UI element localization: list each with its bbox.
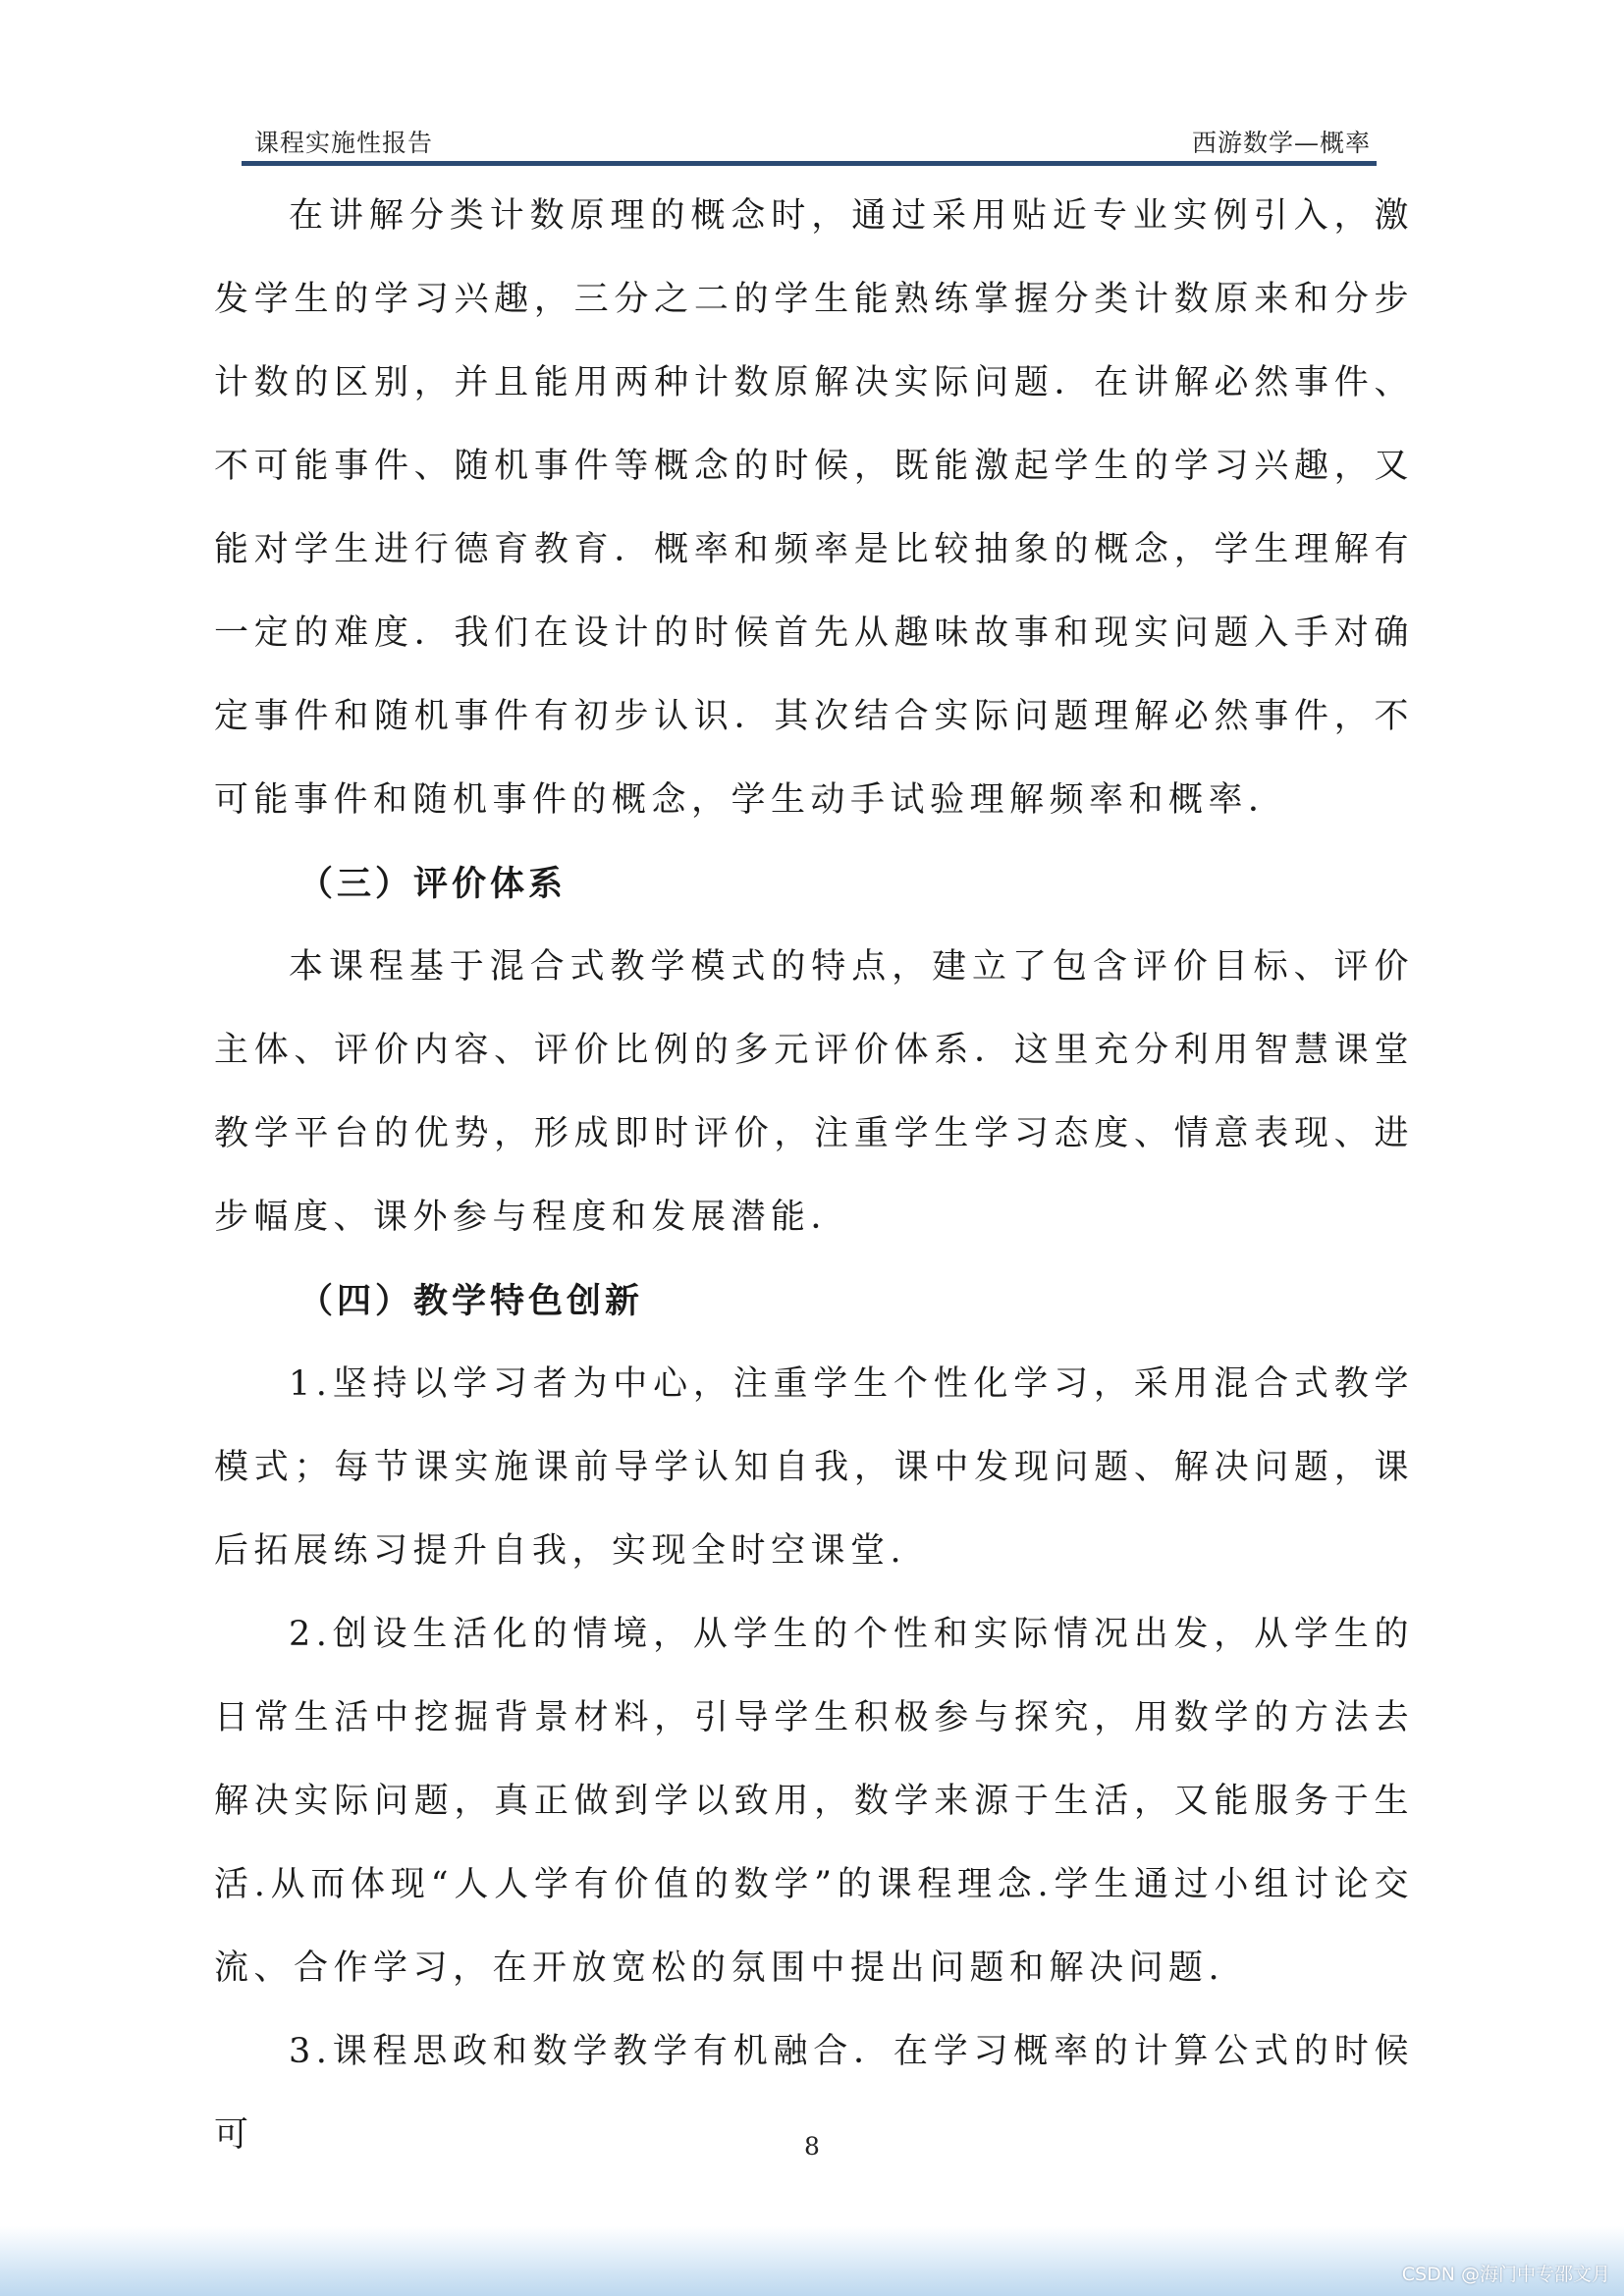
page-number: 8 [804, 2132, 820, 2161]
header-report-title: 课程实施性报告 [254, 129, 434, 157]
header-divider [242, 161, 1377, 166]
paragraph-evaluation-system: 本课程基于混合式教学模式的特点，建立了包含评价目标、评价主体、评价内容、评价比例的多元评价体系．这里充分利用智慧课堂教学平台的优势，形成即时评价，注重学生学习态度、情意表现、进步幅度、课外参与程度和发展潜能． [214, 947, 1414, 1237]
csdn-watermark: CSDN @海门中专邵文月 [1401, 2264, 1610, 2285]
paragraph-counting-principle: 在讲解分类计数原理的概念时，通过采用贴近专业实例引入，激发学生的学习兴趣，三分之二的学生能熟练掌握分类计数原来和分步计数的区别，并且能用两种计数原解决实际问题．在讲解必然事件、不可能事件、随机事件等概念的时候，既能激起学生的学习兴趣，又能对学生进行德育教育．概率和频率是比较抽象的概念，学生理解有一定的难度．我们在设计的时候首先从趣味故事和现实问题入手对确定事件和随机事件有初步认识．其次结合实际问题理解必然事件，不可能事件和随机事件的概念，学生动手试验理解频率和概率． [214, 196, 1414, 820]
document-body [214, 175, 1414, 2177]
section-heading-evaluation: （三）评价体系 [298, 864, 568, 904]
header-course-title: 西游数学—概率 [1191, 129, 1371, 157]
bottom-gradient-band [0, 2226, 1624, 2296]
paragraph-innovation-1: 1.坚持以学习者为中心，注重学生个性化学习，采用混合式教学模式；每节课实施课前导学认知自我，课中发现问题、解决问题，课后拓展练习提升自我，实现全时空课堂. [214, 1364, 1414, 1571]
paragraph-innovation-3: 3.课程思政和数学教学有机融合．在学习概率的计算公式的时候可 [214, 2032, 1414, 2155]
paragraph-innovation-2: 2.创设生活化的情境，从学生的个性和实际情况出发，从学生的日常生活中挖掘背景材料，引导学生积极参与探究，用数学的方法去解决实际问题，真正做到学以致用，数学来源于生活，又能服务于生活.从而体现“人人学有价值的数学”的课程理念.学生通过小组讨论交流、合作学习，在开放宽松的氛围中提出问题和解决问题. [214, 1615, 1414, 1988]
page-header [252, 122, 1375, 161]
section-heading-innovation: （四）教学特色创新 [298, 1281, 644, 1321]
